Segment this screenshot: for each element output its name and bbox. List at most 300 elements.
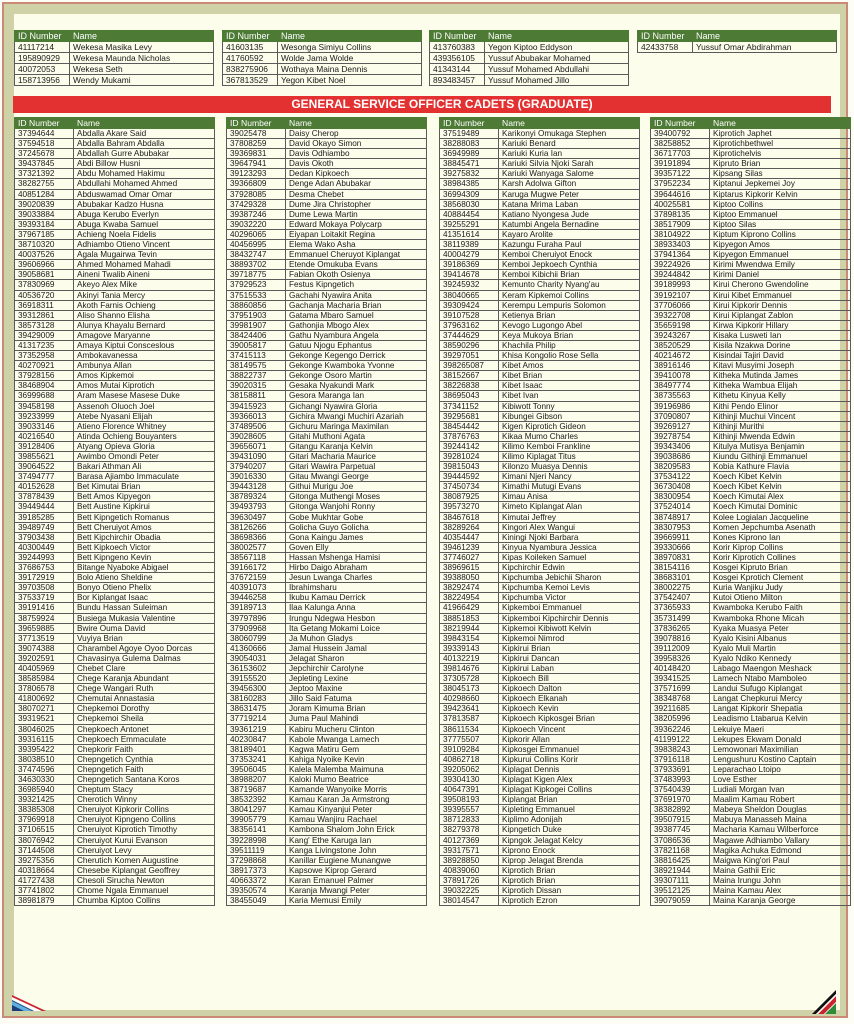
id-number-cell: 37394644: [15, 129, 74, 139]
table-row: [651, 179, 851, 189]
id-number-cell: 413760383: [430, 42, 485, 53]
table-row: [651, 855, 851, 865]
id-number-cell: 39244842: [651, 270, 710, 280]
name-cell: Gichira Mwangi Muchiri Azariah: [286, 411, 427, 421]
name-cell: Gitangu Karanja Kelvin: [286, 441, 427, 451]
id-number-cell: 38969615: [440, 563, 499, 573]
table-row: [227, 129, 427, 139]
name-cell: Kirimi Daniel: [710, 270, 851, 280]
id-number-cell: 40127369: [440, 835, 499, 845]
id-number-cell: 37929523: [227, 280, 286, 290]
table-row: [651, 260, 851, 270]
table-row: [15, 340, 215, 350]
table-row: [15, 573, 215, 583]
main-table-3: [439, 117, 640, 906]
id-number-cell: 39388050: [440, 573, 499, 583]
id-number-cell: 38467618: [440, 512, 499, 522]
id-number-cell: 38845471: [440, 159, 499, 169]
id-number-cell: 40298660: [440, 694, 499, 704]
id-number-cell: 39316115: [15, 734, 74, 744]
main-table-1: [14, 117, 215, 906]
id-number-cell: 39228998: [227, 835, 286, 845]
table-row: [227, 260, 427, 270]
table-row: [440, 270, 640, 280]
id-number-cell: 41343144: [430, 64, 485, 75]
table-row: [227, 229, 427, 239]
name-cell: Kiptanui Jepkemei Joy: [710, 179, 851, 189]
table-row: [15, 734, 215, 744]
name-cell: Kamau Karan Ja Armstrong: [286, 795, 427, 805]
id-number-cell: 38698366: [227, 532, 286, 542]
id-number-cell: 38205996: [651, 714, 710, 724]
id-number-cell: 37474596: [15, 764, 74, 774]
flag-corner-left-icon: [12, 995, 46, 1011]
name-cell: Leparachao Ltoipo: [710, 764, 851, 774]
id-number-cell: 39429009: [15, 330, 74, 340]
name-cell: Kirui Kiplangat Zablon: [710, 310, 851, 320]
name-cell: Kiprono Enock: [499, 845, 640, 855]
table-row: [227, 563, 427, 573]
id-number-cell: 34630330: [15, 775, 74, 785]
id-number-cell: 39573270: [440, 502, 499, 512]
name-cell: Bor Kiplangat Isaac: [74, 593, 215, 603]
table-row: [227, 300, 427, 310]
name-cell: Ita Getang Mokami Loice: [286, 623, 427, 633]
name-cell: Kipkoech Bill: [499, 674, 640, 684]
name-cell: Chepkemoi Dorothy: [74, 704, 215, 714]
id-number-cell: 38149575: [227, 361, 286, 371]
id-number-cell: 39191416: [15, 603, 74, 613]
id-number-cell: 37928085: [227, 189, 286, 199]
id-number-cell: 38759924: [15, 613, 74, 623]
name-cell: Bet Kimutai Brian: [74, 482, 215, 492]
id-number-cell: 37898135: [651, 209, 710, 219]
id-number-cell: 37746027: [440, 552, 499, 562]
table-row: [651, 845, 851, 855]
table-row: [227, 522, 427, 532]
table-row: [440, 714, 640, 724]
id-number-cell: 39112009: [651, 643, 710, 653]
table-row: [651, 512, 851, 522]
name-cell: Maalim Kamau Robert: [710, 795, 851, 805]
name-cell: Kolee Logialan Jacqueline: [710, 512, 851, 522]
table-row: [227, 290, 427, 300]
name-cell: Kiprotichbethwel: [710, 139, 851, 149]
name-cell: Abdalla Akare Said: [74, 129, 215, 139]
table-row: [440, 250, 640, 260]
id-number-cell: 38104922: [651, 229, 710, 239]
id-number-cell: 39191894: [651, 159, 710, 169]
id-number-cell: 39393184: [15, 219, 74, 229]
id-number-cell: 37813587: [440, 714, 499, 724]
name-cell: Bett Kipchirchir Obadia: [74, 532, 215, 542]
name-cell: Kipkemoi Nimrod: [499, 633, 640, 643]
name-cell: Kilimo Kiplagat Titus: [499, 452, 640, 462]
id-number-cell: 39366013: [227, 411, 286, 421]
id-number-cell: 39128406: [15, 441, 74, 451]
table-row: [651, 502, 851, 512]
id-number-cell: 37706066: [651, 300, 710, 310]
id-number-cell: 37941364: [651, 250, 710, 260]
table-row: [15, 815, 215, 825]
table-row: [440, 219, 640, 229]
name-cell: Maina Gathii Eric: [710, 865, 851, 875]
table-row: [440, 340, 640, 350]
column-header-id: ID Number: [440, 118, 499, 129]
table-row: [651, 189, 851, 199]
id-number-cell: 39814676: [440, 663, 499, 673]
name-cell: Kimathi Mutugi Evans: [499, 482, 640, 492]
name-cell: Kitheka Mutinda James: [710, 371, 851, 381]
table-row: [440, 805, 640, 815]
id-number-cell: 37524014: [651, 502, 710, 512]
id-number-cell: 37969918: [15, 815, 74, 825]
id-number-cell: 38226838: [440, 381, 499, 391]
name-cell: Adhiambo Otieno Vincent: [74, 240, 215, 250]
id-number-cell: 36730408: [651, 482, 710, 492]
table-row: [440, 371, 640, 381]
id-number-cell: 38984385: [440, 179, 499, 189]
name-cell: Gathonjia Mbogo Alex: [286, 320, 427, 330]
id-number-cell: 40132219: [440, 653, 499, 663]
table-row: [651, 522, 851, 532]
id-number-cell: 39958326: [651, 653, 710, 663]
table-row: [440, 522, 640, 532]
table-row: [227, 805, 427, 815]
name-cell: Kipchirchir Edwin: [499, 563, 640, 573]
name-cell: Bett Austine Kipkirui: [74, 502, 215, 512]
name-cell: Kibiwott Tonny: [499, 401, 640, 411]
table-header-row: [223, 31, 422, 42]
table-row: [227, 320, 427, 330]
name-cell: Assenoh Oluoch Joel: [74, 401, 215, 411]
table-row: [227, 674, 427, 684]
id-number-cell: 39295681: [440, 411, 499, 421]
id-number-cell: 37429328: [227, 199, 286, 209]
table-row: [440, 663, 640, 673]
id-number-cell: 37353241: [227, 754, 286, 764]
name-cell: Juma Paul Mahindi: [286, 714, 427, 724]
name-cell: Khachila Philip: [499, 340, 640, 350]
table-row: [15, 401, 215, 411]
name-cell: Bundu Hassan Suleiman: [74, 603, 215, 613]
id-number-cell: 39189993: [651, 280, 710, 290]
id-number-cell: 37963162: [440, 320, 499, 330]
id-number-cell: 37352958: [15, 351, 74, 361]
name-cell: Ja Muhon Gladys: [286, 633, 427, 643]
id-number-cell: 39458198: [15, 401, 74, 411]
table-row: [227, 633, 427, 643]
name-cell: Aineni Twalib Aineni: [74, 270, 215, 280]
id-number-cell: 38038510: [15, 754, 74, 764]
name-cell: Kipyegon Amos: [710, 240, 851, 250]
table-row: [651, 775, 851, 785]
id-number-cell: 38189401: [227, 744, 286, 754]
table-row: [651, 875, 851, 885]
name-cell: Busiega Mukasia Valentine: [74, 613, 215, 623]
name-cell: Maina Irungu John: [710, 875, 851, 885]
table-row: [15, 603, 215, 613]
table-row: [15, 845, 215, 855]
table-row: [440, 825, 640, 835]
id-number-cell: 38719687: [227, 785, 286, 795]
name-cell: Lamech Ntabo Mamboleo: [710, 674, 851, 684]
id-number-cell: 37483993: [651, 775, 710, 785]
name-cell: Kipkemboi Kipchirchir Dennis: [499, 613, 640, 623]
table-row: [440, 704, 640, 714]
name-cell: Magawe Adhiambo Vallary: [710, 835, 851, 845]
id-number-cell: 37515533: [227, 290, 286, 300]
name-cell: Githui Murigu Joe: [286, 482, 427, 492]
name-cell: Kithinji Murithi: [710, 421, 851, 431]
id-number-cell: 39606966: [15, 260, 74, 270]
table-row: [227, 704, 427, 714]
table-row: [440, 744, 640, 754]
name-cell: Kagwa Matiru Gem: [286, 744, 427, 754]
name-cell: Kikaa Mumo Charles: [499, 431, 640, 441]
id-number-cell: 39172919: [15, 573, 74, 583]
name-cell: Wekesa Maunda Nicholas: [70, 53, 214, 64]
id-number-cell: 39202591: [15, 653, 74, 663]
name-cell: Vuyiya Brian: [74, 633, 215, 643]
name-cell: Kosgei Kipruto Brian: [710, 563, 851, 573]
name-cell: Yegon Kiptoo Eddyson: [485, 42, 629, 53]
table-row: [15, 663, 215, 673]
name-cell: Korir Kiprotich Collines: [710, 552, 851, 562]
table-row: [15, 381, 215, 391]
table-row: [651, 613, 851, 623]
id-number-cell: 39058681: [15, 270, 74, 280]
table-row: [651, 623, 851, 633]
table-row: [227, 896, 427, 906]
id-number-cell: 37540439: [651, 785, 710, 795]
id-number-cell: 40037526: [15, 250, 74, 260]
table-row: [440, 260, 640, 270]
table-row: [651, 209, 851, 219]
table-header-row: [638, 31, 837, 42]
id-number-cell: 38928850: [440, 855, 499, 865]
name-cell: Kirui Kibet Emmanuel: [710, 290, 851, 300]
name-cell: Ahmed Mohamed Mahadi: [74, 260, 215, 270]
table-row: [15, 139, 215, 149]
table-row: [651, 573, 851, 583]
name-cell: Kemunto Charity Nyang'au: [499, 280, 640, 290]
table-row: [651, 280, 851, 290]
table-row: [651, 724, 851, 734]
table-row: [227, 845, 427, 855]
name-cell: Kipkemboi Emmanuel: [499, 603, 640, 613]
id-number-cell: 39186369: [440, 260, 499, 270]
table-row: [15, 462, 215, 472]
name-cell: Karia Memusi Emily: [286, 896, 427, 906]
name-cell: Kingori Alex Wangui: [499, 522, 640, 532]
name-cell: Bitange Nyaboke Abigael: [74, 563, 215, 573]
name-cell: Joram Kimuma Brian: [286, 704, 427, 714]
id-number-cell: 38893702: [227, 260, 286, 270]
id-number-cell: 39449444: [15, 502, 74, 512]
column-header-name: Name: [286, 118, 427, 129]
table-row: [15, 785, 215, 795]
name-cell: Langat Chepkurui Mercy: [710, 694, 851, 704]
name-cell: Kisindai Tajiri David: [710, 351, 851, 361]
table-row: [440, 542, 640, 552]
id-number-cell: 39078816: [651, 633, 710, 643]
name-cell: Kipkirui Dancan: [499, 653, 640, 663]
table-row: [15, 583, 215, 593]
name-cell: Yussuf Omar Abdirahman: [693, 42, 837, 53]
table-row: [651, 552, 851, 562]
table-row: [651, 240, 851, 250]
table-row: [651, 734, 851, 744]
id-number-cell: 38455049: [227, 896, 286, 906]
id-number-cell: 39269127: [651, 421, 710, 431]
name-cell: Koech Kibet Kelvin: [710, 482, 851, 492]
id-number-cell: 39656071: [227, 441, 286, 451]
table-row: [15, 320, 215, 330]
table-row: [15, 563, 215, 573]
id-number-cell: 39339143: [440, 643, 499, 653]
name-cell: Mabuya Manasseh Maina: [710, 815, 851, 825]
column-header-name: Name: [693, 31, 837, 42]
table-row: [227, 391, 427, 401]
table-row: [227, 623, 427, 633]
name-cell: Kisila Nzakwa Dorine: [710, 340, 851, 350]
id-number-cell: 37305728: [440, 674, 499, 684]
id-number-cell: 39192107: [651, 290, 710, 300]
name-cell: Desma Chebet: [286, 189, 427, 199]
id-number-cell: 39275356: [15, 855, 74, 865]
table-row: [227, 875, 427, 885]
table-row: [651, 361, 851, 371]
name-cell: Mabeya Sheldon Douglas: [710, 805, 851, 815]
top-table-3: [429, 30, 629, 86]
name-cell: Kiptum Kiprono Collins: [710, 229, 851, 239]
column-header-name: Name: [710, 118, 851, 129]
name-cell: Katana Mrima Laban: [499, 199, 640, 209]
name-cell: Kiprotich Japhet: [710, 129, 851, 139]
name-cell: Amaya Kiptui Consceslous: [74, 340, 215, 350]
id-number-cell: 41317235: [15, 340, 74, 350]
id-number-cell: 38045173: [440, 684, 499, 694]
table-row: [227, 603, 427, 613]
table-row: [651, 431, 851, 441]
name-cell: Chavasinya Gulema Dalmas: [74, 653, 215, 663]
table-row: [227, 663, 427, 673]
name-cell: Aram Masese Masese Duke: [74, 391, 215, 401]
name-cell: Gesora Maranga Ian: [286, 391, 427, 401]
table-row: [227, 351, 427, 361]
table-row: [651, 835, 851, 845]
name-cell: Kipas Koileken Samuel: [499, 552, 640, 562]
table-row: [227, 159, 427, 169]
name-cell: Kipngetich Duke: [499, 825, 640, 835]
id-number-cell: 38611534: [440, 724, 499, 734]
name-cell: Kwamboka Rhone Micah: [710, 613, 851, 623]
table-row: [15, 613, 215, 623]
table-row: [440, 886, 640, 896]
id-number-cell: 38590296: [440, 340, 499, 350]
table-row: [440, 300, 640, 310]
id-number-cell: 39446258: [227, 593, 286, 603]
id-number-cell: 37741802: [15, 886, 74, 896]
table-row: [227, 240, 427, 250]
table-row: [15, 290, 215, 300]
table-row: [227, 835, 427, 845]
table-row: [638, 42, 837, 53]
table-row: [651, 219, 851, 229]
id-number-cell: 39456300: [227, 684, 286, 694]
id-number-cell: 39400792: [651, 129, 710, 139]
name-cell: Kimani Njeri Nancy: [499, 472, 640, 482]
id-number-cell: 39185285: [15, 512, 74, 522]
id-number-cell: 39275832: [440, 169, 499, 179]
name-cell: Cheruiyot Levy: [74, 845, 215, 855]
id-number-cell: 38060799: [227, 633, 286, 643]
table-row: [440, 482, 640, 492]
table-row: [651, 825, 851, 835]
table-row: [227, 825, 427, 835]
top-table-1: [14, 30, 214, 86]
name-cell: Abdallah Gurre Abubakar: [74, 149, 215, 159]
table-row: [440, 240, 640, 250]
name-cell: Cheptum Stacy: [74, 785, 215, 795]
id-number-cell: 39319521: [15, 714, 74, 724]
id-number-cell: 38002275: [651, 583, 710, 593]
table-row: [15, 684, 215, 694]
id-number-cell: 37542407: [651, 593, 710, 603]
id-number-cell: 39123293: [227, 169, 286, 179]
name-cell: Kiptoo Emmanuel: [710, 209, 851, 219]
name-cell: Kipchumba Jebichii Sharon: [499, 573, 640, 583]
id-number-cell: 37821168: [651, 845, 710, 855]
id-number-cell: 37903438: [15, 532, 74, 542]
name-cell: Chepkoech Emmaculate: [74, 734, 215, 744]
table-row: [651, 229, 851, 239]
table-row: [15, 53, 214, 64]
id-number-cell: 38432747: [227, 250, 286, 260]
id-number-cell: 40025581: [651, 199, 710, 209]
id-number-cell: 41351614: [440, 229, 499, 239]
id-number-cell: 39703508: [15, 583, 74, 593]
id-number-cell: 39107528: [440, 310, 499, 320]
table-row: [440, 492, 640, 502]
name-cell: Karanja Mwangi Peter: [286, 886, 427, 896]
id-number-cell: 39669911: [651, 532, 710, 542]
name-cell: Cheruiyot Kurui Evanson: [74, 835, 215, 845]
table-row: [440, 795, 640, 805]
table-row: [440, 754, 640, 764]
table-row: [227, 785, 427, 795]
id-number-cell: 38014547: [440, 896, 499, 906]
table-row: [15, 704, 215, 714]
table-row: [15, 532, 215, 542]
id-number-cell: 39304130: [440, 775, 499, 785]
name-cell: Kyalo Muli Martin: [710, 643, 851, 653]
id-number-cell: 39797896: [227, 613, 286, 623]
id-number-cell: 37909968: [227, 623, 286, 633]
name-cell: Kuria Wanjiku Judy: [710, 583, 851, 593]
name-cell: Aliso Shanno Elisha: [74, 310, 215, 320]
id-number-cell: 39233999: [15, 411, 74, 421]
table-row: [440, 280, 640, 290]
name-cell: Kyalo Kisini Albanus: [710, 633, 851, 643]
id-number-cell: 39369831: [227, 149, 286, 159]
id-number-cell: 39038686: [651, 452, 710, 462]
name-cell: Awimbo Omondi Peter: [74, 452, 215, 462]
table-row: [15, 199, 215, 209]
name-cell: Maina Karanja George: [710, 896, 851, 906]
name-cell: Kipchumba Kemoi Levis: [499, 583, 640, 593]
